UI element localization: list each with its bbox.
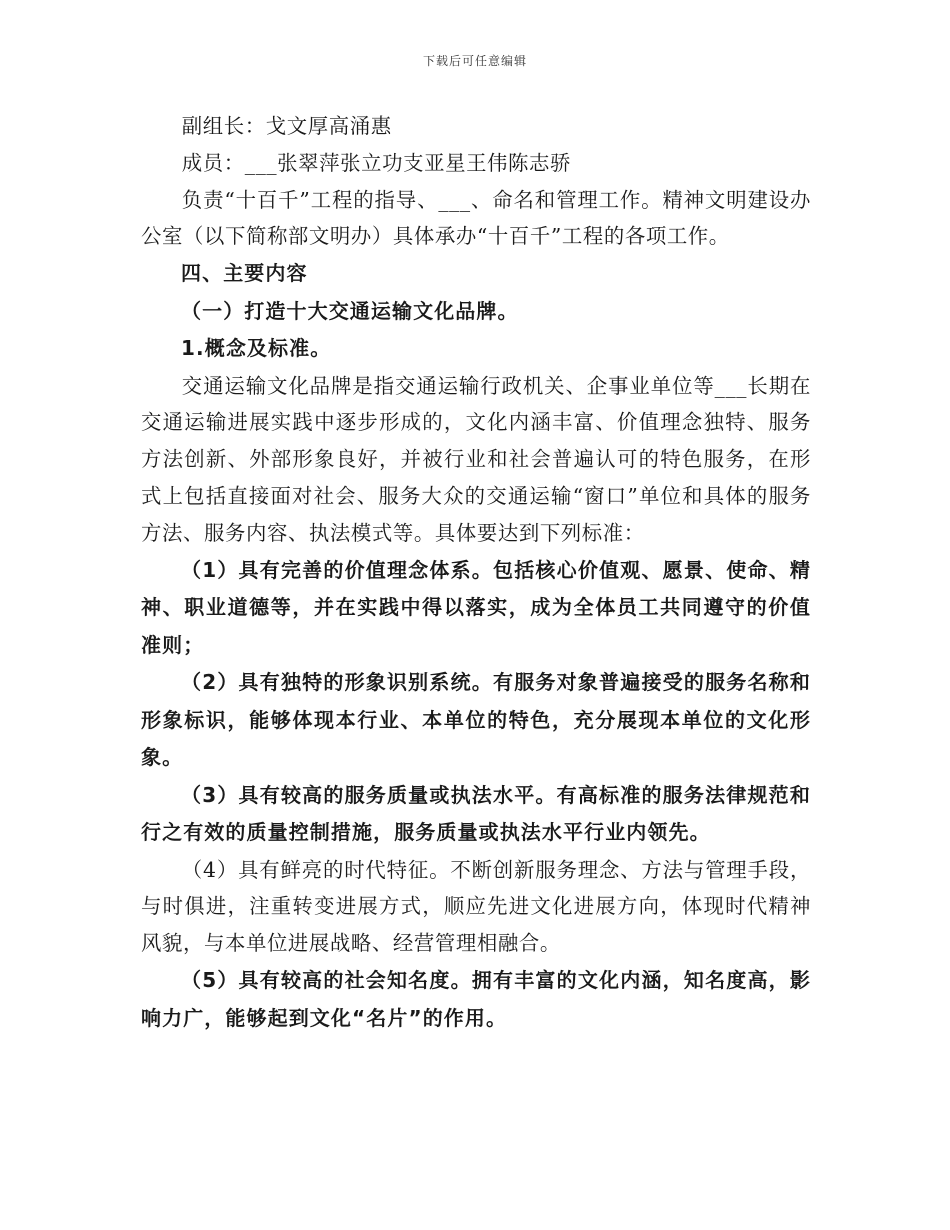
subsection-heading-brands: （一）打造十大交通运输文化品牌。 [181,298,519,323]
paragraph-definition: 交通运输文化品牌是指交通运输行政机关、企事业单位等___长期在交通运输进展实践中逐步形成的，文化内涵丰富、价值理念独特、服务方法创新、外部形象良好，并被行业和社会普遍认可的特色服务，在形式上包括直接面对社会、服务大众的交通运输“窗口”单位和具体的服务方法、服务内容、执法模式等。具体要达到下列标准： [141,373,811,545]
standard-item-5: （5）具有较高的社会知名度。拥有丰富的文化内涵，知名度高，影响力广，能够起到文化“名片”的作用。 [141,968,811,1030]
standard-item-4: （4）具有鲜亮的时代特征。不断创新服务理念、方法与管理手段，与时俱进，注重转变进展方式，顺应先进文化进展方向，体现时代精神风貌，与本单位进展战略、经营管理相融合。 [141,857,811,956]
paragraph-responsibility: 负责“十百千”工程的指导、___、命名和管理工作。精神文明建设办公室（以下简称部文明办）具体承办“十百千”工程的各项工作。 [141,187,811,249]
section-heading-main-content: 四、主要内容 [181,261,308,286]
standard-item-3: （3）具有较高的服务质量或执法水平。有高标准的服务法律规范和行之有效的质量控制措施，服务质量或执法水平行业内领先。 [141,782,811,845]
paragraph-deputy-leader: 副组长：戈文厚高涌惠 [181,114,392,138]
item-heading-concept: 1.概念及标准。 [181,336,332,361]
paragraph-members: 成员：___张翠萍张立功支亚星王伟陈志骄 [181,150,572,175]
document-body [141,108,811,1037]
standard-item-2: （2）具有独特的形象识别系统。有服务对象普遍接受的服务名称和形象标识，能够体现本行业、本单位的特色，充分展现本单位的文化形象。 [141,670,811,770]
page-header: 下载后可任意编辑 [422,54,527,68]
standard-item-1: （1）具有完善的价值理念体系。包括核心价值观、愿景、使命、精神、职业道德等，并在实践中得以落实，成为全体员工共同遵守的价值准则； [141,557,811,657]
